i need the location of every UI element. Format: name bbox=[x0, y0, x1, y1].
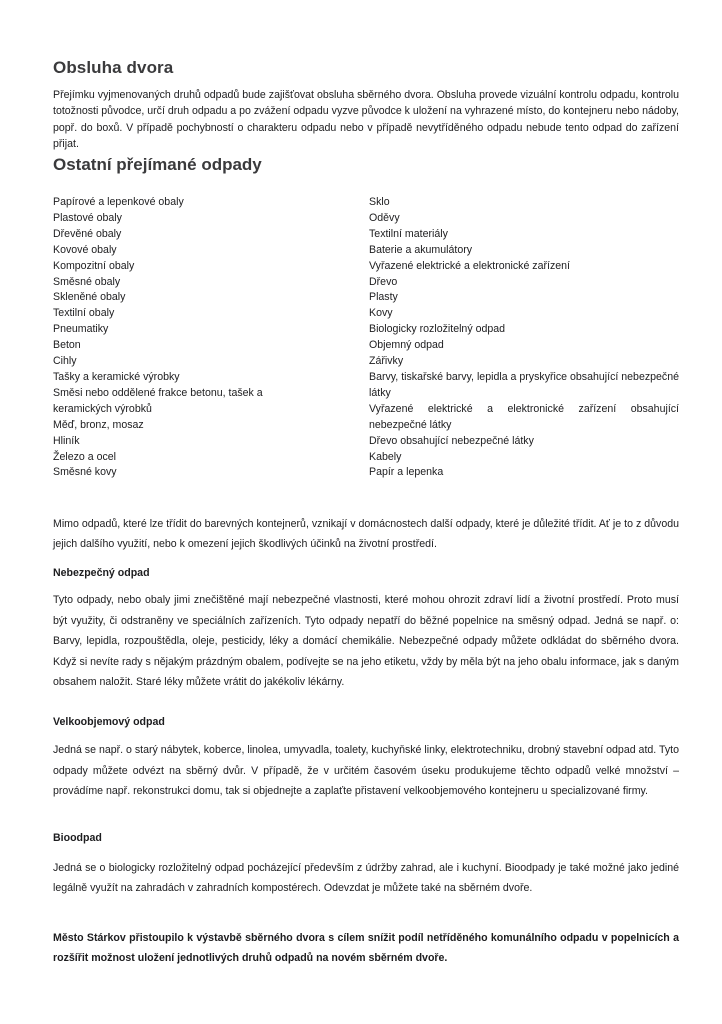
waste-list-item: Zářivky bbox=[369, 355, 404, 368]
waste-list-item: Dřevěné obaly bbox=[53, 227, 122, 240]
waste-list-item: Oděvy bbox=[369, 211, 400, 224]
waste-list-right bbox=[369, 195, 679, 481]
waste-list-left bbox=[53, 195, 313, 481]
waste-list-item: Směsné kovy bbox=[53, 466, 117, 479]
waste-list-item: Textilní obaly bbox=[53, 307, 115, 320]
waste-list-item: Směsi nebo oddělené frakce betonu, tašek a keramických výrobků bbox=[53, 386, 263, 415]
waste-list-item: Kabely bbox=[369, 450, 402, 463]
paragraph-intro: Mimo odpadů, které lze třídit do barevných kontejnerů, vznikají v domácnostech další odpady, které je důležité třídit. Ať je to z důvodu jejich dalšího využití, nebo k omezení jejich škodlivých účinků na životní prostředí. bbox=[53, 518, 679, 550]
waste-list-item: Plastové obaly bbox=[53, 211, 122, 224]
waste-list-item: Sklo bbox=[369, 196, 390, 208]
waste-list-item: Kovy bbox=[369, 307, 393, 320]
paragraph-bio: Jedná se o biologicky rozložitelný odpad pocházející především z údržby zahrad, ale i kuchyní. Bioodpady je také možné jako jediné legálně využít na zahradách v zahradních kompostérech. Odevzdat je můžete také na sběrném dvoře. bbox=[53, 862, 679, 894]
paragraph-obsluha: Přejímku vyjmenovaných druhů odpadů bude zajišťovat obsluha sběrného dvora. Obsluha provede vizuální kontrolu odpadu, kontrolu totožnosti původce, určí druh odpadu a po zvážení odpadu vyzve původce k uložení na vyhrazené místo, do kontejneru nebo nádoby, popř. do boxů. V případě pochybností o charakteru odpadu nebo v případě nevytříděného odpadu nebude tento odpad do zařízení přijat. bbox=[53, 89, 679, 151]
paragraph-closing: Město Stárkov přistoupilo k výstavbě sběrného dvora s cílem snížit podíl netříděného komunálního odpadu v popelnicích a rozšířit možnost uložení jednotlivých druhů odpadů na novém sběrném dvoře. bbox=[53, 932, 679, 964]
waste-list-item: Měď, bronz, mosaz bbox=[53, 418, 144, 431]
subheading-hazardous: Nebezpečný odpad bbox=[53, 567, 150, 579]
waste-list-item: Beton bbox=[53, 339, 81, 352]
waste-list-item: Barvy, tiskařské barvy, lepidla a pryskyřice obsahující nebezpečné látky bbox=[369, 370, 679, 399]
waste-list-item: Plasty bbox=[369, 291, 398, 304]
waste-list-item: Železo a ocel bbox=[53, 450, 117, 463]
waste-list-item: Vyřazené elektrické a elektronické zařízení obsahující nebezpečné látky bbox=[369, 402, 679, 431]
section-heading-obsluha: Obsluha dvora bbox=[53, 58, 174, 77]
waste-list-item: Dřevo bbox=[369, 275, 398, 288]
waste-list-item: Dřevo obsahující nebezpečné látky bbox=[369, 434, 534, 447]
subheading-bio: Bioodpad bbox=[53, 832, 102, 844]
waste-list-item: Pneumatiky bbox=[53, 323, 109, 336]
waste-list-item: Cihly bbox=[53, 355, 77, 368]
subheading-bulky: Velkoobjemový odpad bbox=[53, 716, 165, 728]
waste-list-item: Skleněné obaly bbox=[53, 291, 126, 304]
waste-list-item: Papírové a lepenkové obaly bbox=[53, 196, 184, 208]
section-heading-ostatni: Ostatní přejímané odpady bbox=[53, 155, 262, 174]
waste-list-item: Směsné obaly bbox=[53, 275, 121, 288]
paragraph-bulky: Jedná se např. o starý nábytek, koberce, linolea, umyvadla, toalety, kuchyňské linky, elektrotechniku, drobný stavební odpad atd. Tyto odpady můžete odvézt na sběrný dvůr. V případě, že v určitém časovém úseku produkujeme těchto odpadů velké množství – provádíme např. rekonstrukci domu, tak si objednejte a zaplaťte přistavení velkoobjemového kontejneru u specializované firmy. bbox=[53, 744, 679, 797]
waste-list-item: Baterie a akumulátory bbox=[369, 243, 473, 256]
waste-list-item: Kovové obaly bbox=[53, 243, 117, 256]
waste-list-item: Textilní materiály bbox=[369, 227, 448, 240]
waste-list-item: Kompozitní obaly bbox=[53, 259, 135, 272]
waste-list-item: Papír a lepenka bbox=[369, 466, 444, 479]
waste-list-item: Tašky a keramické výrobky bbox=[53, 370, 180, 383]
waste-list-item: Objemný odpad bbox=[369, 339, 444, 352]
waste-list-item: Biologicky rozložitelný odpad bbox=[369, 323, 506, 336]
paragraph-hazardous: Tyto odpady, nebo obaly jimi znečištěné mají nebezpečné vlastnosti, které mohou ohrozit zdraví lidí a životní prostředí. Proto musí být využity, či odstraněny ve speciálních zařízeních. Tyto odpady nepatří do běžné popelnice na směsný odpad. Jedná se např. o: Barvy, lepidla, rozpouštědla, oleje, pesticidy, léky a domácí chemikálie. Nebezpečné odpady můžete odkládat do sběrného dvora. Když si nevíte rady s nějakým prázdným obalem, podívejte se na jeho etiketu, vždy by měla být na jeho obalu informace, jak s daným obsahem naložit. Staré léky můžete vrátit do jakékoliv lékárny. bbox=[53, 594, 679, 688]
waste-list-item: Vyřazené elektrické a elektronické zařízení bbox=[369, 259, 570, 272]
waste-list-item: Hliník bbox=[53, 434, 80, 447]
